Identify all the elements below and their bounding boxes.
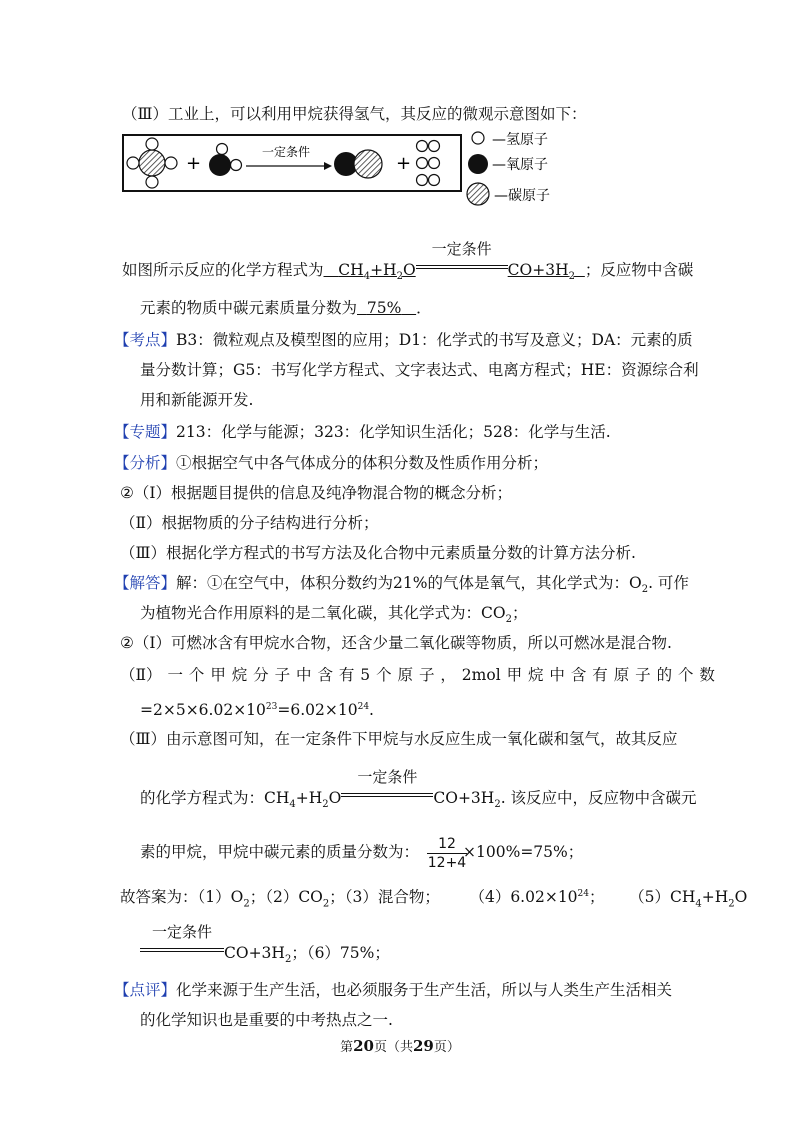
answer-mass-fraction: 75% — [366, 299, 402, 317]
dianping-line-2: 的化学知识也是重要的中考热点之一. — [140, 1011, 393, 1029]
methane-molecule — [127, 138, 177, 188]
dianping-line-1: 【点评】化学来源于生产生活，也必须服务于生产生活，所以与人类生产生活相关 — [114, 981, 673, 999]
kaodian-line-2: 量分数计算；G5：书写化学方程式、文字表达式、电离方程式；HE：资源综合利 — [140, 361, 699, 379]
jieda-line-5: $=2\times 5\times 6.02\times 10^{23}=6.02\times 10^{24}$. — [140, 701, 374, 720]
jieda-line-3: ②（Ⅰ）可燃冰含有甲烷水合物，还含少量二氧化碳等物质，所以可燃冰是混合物. — [120, 634, 672, 652]
legend-svg — [466, 128, 576, 212]
kaodian-line-1: 【考点】B3：微粒观点及模型图的应用；D1：化学式的书写及意义；DA：元素的质 — [114, 331, 693, 349]
fraction-numerator: 12 — [438, 836, 456, 852]
jieda-line-7: 的化学方程式为：$CH_4+H_2O$ 一定条件 $CO+3H_2$. 该反应中，反应物中含碳元 — [140, 768, 697, 811]
page-footer: 第20页（共29页） — [340, 1037, 460, 1055]
answer-equation-1: $CH_4+H_2O$ 一定条件 $CO+3H_2$ — [338, 240, 575, 283]
oxygen-atom-icon — [468, 154, 488, 174]
plus-sign-2: + — [396, 153, 412, 174]
zhuanti-line: 【专题】213：化学与能源；323：化学知识生活化；528：化学与生活. — [114, 423, 611, 441]
fenxi-line-2: ②（Ⅰ）根据题目提供的信息及纯净物混合物的概念分析； — [120, 484, 513, 502]
reaction-diagram — [122, 134, 462, 192]
hydrogen-atom-icon — [472, 132, 484, 144]
intro-text: （Ⅲ）工业上，可以利用甲烷获得氢气，其反应的微观示意图如下： — [122, 105, 587, 123]
hydrogen-molecules — [417, 141, 440, 186]
legend-carbon-label: —碳原子 — [494, 188, 550, 204]
jieda-line-4: （Ⅱ） 一 个 甲 烷 分 子 中 含 有 5 个 原 子 ， 2mol 甲 烷 中 含 有 原 子 的 个 数 — [120, 666, 715, 684]
jieda-line-2: 为植物光合作用原料的是二氧化碳，其化学式为：$CO_2$； — [140, 604, 528, 626]
answer-summary-line-2: 一定条件 $CO+3H_2$；（6）75%； — [140, 938, 390, 970]
kaodian-tag: 【考点】 — [114, 331, 177, 349]
water-molecule — [209, 144, 242, 177]
condition-double-line: 一定条件 — [416, 255, 508, 275]
kaodian-line-3: 用和新能源开发. — [140, 391, 254, 409]
total-page-number: 29 — [413, 1037, 434, 1055]
equation-question-line — [122, 240, 694, 287]
fenxi-line-1: 【分析】①根据空气中各气体成分的体积分数及性质作用分析； — [114, 454, 549, 472]
co-molecule — [334, 150, 382, 178]
question-prefix: 如图所示反应的化学方程式为 — [122, 261, 324, 279]
reaction-diagram-svg — [124, 136, 460, 190]
fenxi-line-3: （Ⅱ）根据物质的分子结构进行分析； — [120, 514, 379, 532]
current-page-number: 20 — [353, 1037, 374, 1055]
condition-double-line-3: 一定条件 — [140, 938, 224, 958]
fenxi-line-4: （Ⅲ）根据化学方程式的书写方法及化合物中元素质量分数的计算方法分析. — [120, 544, 636, 562]
arrow-condition-label: 一定条件 — [261, 145, 311, 159]
answer-summary-line-1: 故答案为：$(1)O_2$；$(2)CO_2$；（3）混合物； $(4)6.02\times 10^{24}$； $(5)CH_4+H_2O$ — [120, 888, 748, 910]
jieda-line-1: 【解答】解：①在空气中，体积分数约为21%的气体是氧气，其化学式为：$O_2$. 可作 — [114, 574, 689, 596]
legend-hydrogen-label: —氢原子 — [492, 132, 548, 148]
plus-sign-1: + — [186, 153, 202, 174]
dianping-tag: 【点评】 — [114, 981, 177, 999]
question-suffix: ；反应物中含碳 — [584, 261, 694, 279]
jieda-line-8: 素的甲烷，甲烷中碳元素的质量分数为： ×100%=75%； — [140, 843, 584, 861]
jieda-line-6: （Ⅲ）由示意图可知，在一定条件下甲烷与水反应生成一氧化碳和氢气，故其反应 — [120, 730, 678, 748]
jieda-tag: 【解答】 — [114, 574, 177, 592]
mass-fraction-formula — [427, 836, 467, 871]
atom-legend — [466, 128, 576, 212]
fenxi-tag: 【分析】 — [114, 454, 177, 472]
zhuanti-tag: 【专题】 — [114, 423, 177, 441]
mass-fraction-question-line: 元素的物质中碳元素质量分数为 75% ． — [140, 299, 432, 317]
carbon-atom-icon — [467, 183, 489, 205]
legend-oxygen-label: —氧原子 — [492, 157, 548, 173]
reaction-arrow — [246, 144, 332, 170]
condition-double-line-2: 一定条件 — [341, 783, 433, 803]
fraction-denominator: 12+4 — [427, 855, 467, 871]
